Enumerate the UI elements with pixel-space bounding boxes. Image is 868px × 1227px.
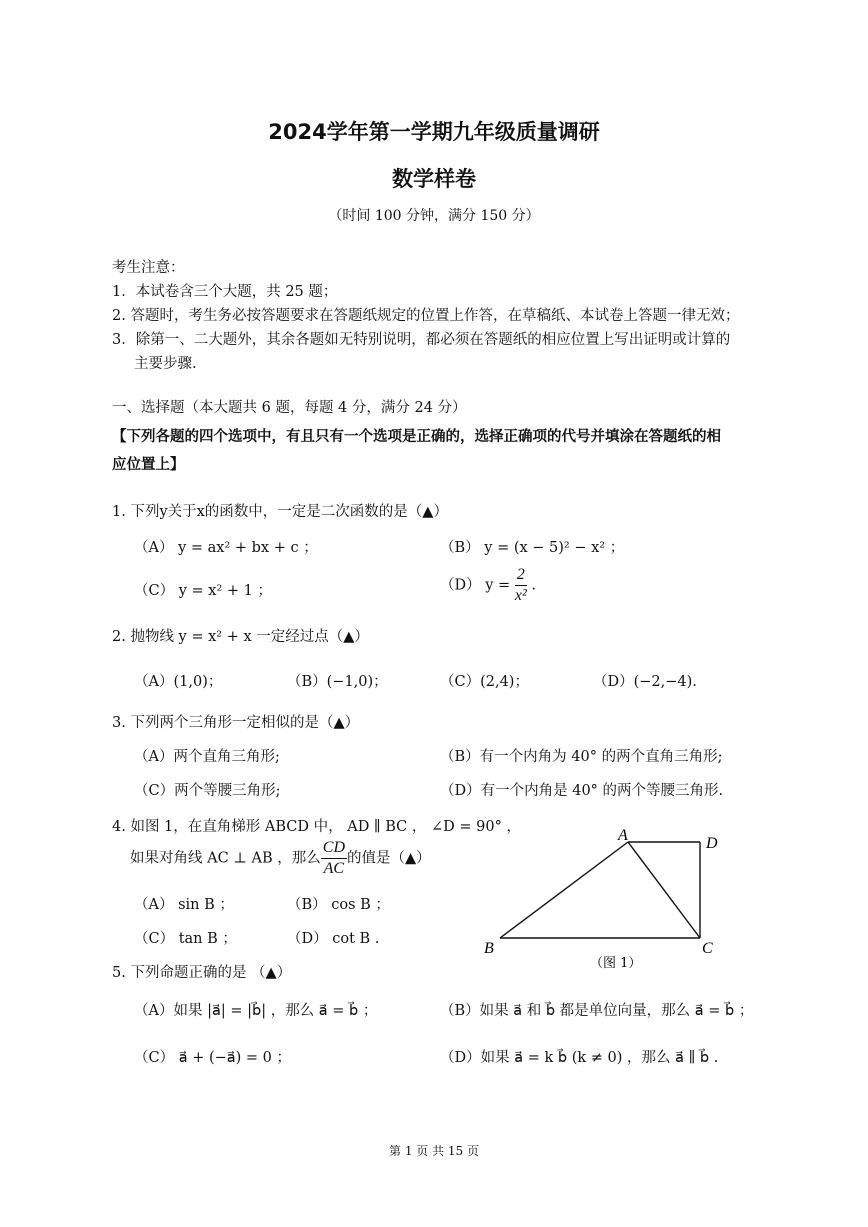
q5-option-b: （B）如果 a⃗ 和 b⃗ 都是单位向量，那么 a⃗ = b⃗ ； xyxy=(440,1003,754,1019)
notice-item-1: 1．本试卷含三个大题，共 25 题； xyxy=(112,284,338,300)
q1-option-b: （B） y = (x − 5)² − x² ； xyxy=(440,540,625,556)
exam-title: 2024学年第一学期九年级质量调研 xyxy=(268,120,600,144)
section-instruction-2: 应位置上】 xyxy=(112,457,185,473)
q3-option-a: （A）两个直角三角形; xyxy=(134,749,280,765)
q4-stem2-prefix: 如果对角线 AC ⊥ AB ，那么 xyxy=(130,850,321,867)
q1-stem: 1. 下列y关于x的函数中，一定是二次函数的是（▲） xyxy=(112,504,448,520)
q3-option-c: （C）两个等腰三角形; xyxy=(134,783,281,799)
q4-stem-line2 xyxy=(130,838,431,879)
q5-option-a: （A）如果 |a⃗| = |b⃗| ，那么 a⃗ = b⃗ ； xyxy=(134,1003,378,1019)
q1-option-d-prefix: （D） y = xyxy=(440,577,515,594)
q4-fraction-den: AC xyxy=(323,860,345,877)
q1-option-d xyxy=(440,565,536,606)
q5-option-c: （C） a⃗ + (−a⃗) = 0 ； xyxy=(134,1050,292,1066)
q4-option-a: （A） sin B ； xyxy=(134,897,234,913)
q5-option-d: （D）如果 a⃗ = k b⃗ (k ≠ 0) ，那么 a⃗ ∥ b⃗ . xyxy=(440,1050,719,1066)
q4-stem: 4. 如图 1，在直角梯形 ABCD 中， AD ∥ BC ， ∠D = 90° ， xyxy=(112,819,521,835)
q1-option-a: （A） y = ax² + bx + c ； xyxy=(134,540,318,556)
label-b: B xyxy=(484,940,494,957)
q4-fraction xyxy=(321,838,347,879)
exam-meta: （时间 100 分钟，满分 150 分） xyxy=(328,208,540,224)
label-d: D xyxy=(706,835,718,852)
section-heading: 一、选择题（本大题共 6 题，每题 4 分，满分 24 分） xyxy=(112,400,467,416)
segment-ac xyxy=(628,842,700,938)
q1-option-d-suffix: . xyxy=(526,577,537,594)
q2-option-a: （A）(1,0)； xyxy=(134,674,223,690)
notice-item-3-cont: 主要步骤. xyxy=(134,356,197,372)
notice-heading: 考生注意： xyxy=(112,260,185,276)
q3-stem: 3. 下列两个三角形一定相似的是（▲） xyxy=(112,715,360,731)
notice-item-2: 2. 答题时，考生务必按答题要求在答题纸规定的位置上作答，在草稿纸、本试卷上答题一律无效； xyxy=(112,308,740,324)
figure-caption: （图 1） xyxy=(590,956,642,971)
q2-option-d: （D）(−2,−4). xyxy=(593,674,697,690)
q4-option-b: （B） cos B ； xyxy=(287,897,390,913)
segment-ab xyxy=(500,842,628,938)
exam-subtitle: 数学样卷 xyxy=(392,167,476,191)
q1-option-c: （C） y = x² + 1 ； xyxy=(134,583,272,599)
q1-option-d-fraction xyxy=(515,565,527,606)
section-instruction-1: 【下列各题的四个选项中，有且只有一个选项是正确的，选择正确项的代号并填涂在答题纸的相 xyxy=(112,429,721,445)
q3-option-d: （D）有一个内角是 40° 的两个等腰三角形. xyxy=(440,783,724,799)
q3-option-b: （B）有一个内角为 40° 的两个直角三角形; xyxy=(440,749,723,765)
page-footer: 第 1 页 共 15 页 xyxy=(389,1144,479,1158)
q5-stem: 5. 下列命题正确的是 （▲） xyxy=(112,965,292,981)
q4-option-c: （C） tan B ； xyxy=(134,931,237,947)
q2-stem: 2. 抛物线 y = x² + x 一定经过点（▲） xyxy=(112,629,369,645)
label-c: C xyxy=(702,940,713,957)
q4-fraction-num: CD xyxy=(321,838,347,859)
q1-option-d-den: x² xyxy=(514,587,527,604)
notice-item-3: 3．除第一、二大题外，其余各题如无特别说明，都必须在答题纸的相应位置上写出证明或计算的 xyxy=(112,332,731,348)
q4-stem2-suffix: 的值是（▲） xyxy=(347,850,431,867)
q2-option-c: （C）(2,4)； xyxy=(440,674,529,690)
label-a: A xyxy=(618,827,628,844)
q2-option-b: （B）(−1,0)； xyxy=(287,674,388,690)
q1-option-d-num: 2 xyxy=(515,565,527,586)
figure-1-trapezoid xyxy=(478,822,738,982)
q4-option-d: （D） cot B . xyxy=(287,931,380,947)
